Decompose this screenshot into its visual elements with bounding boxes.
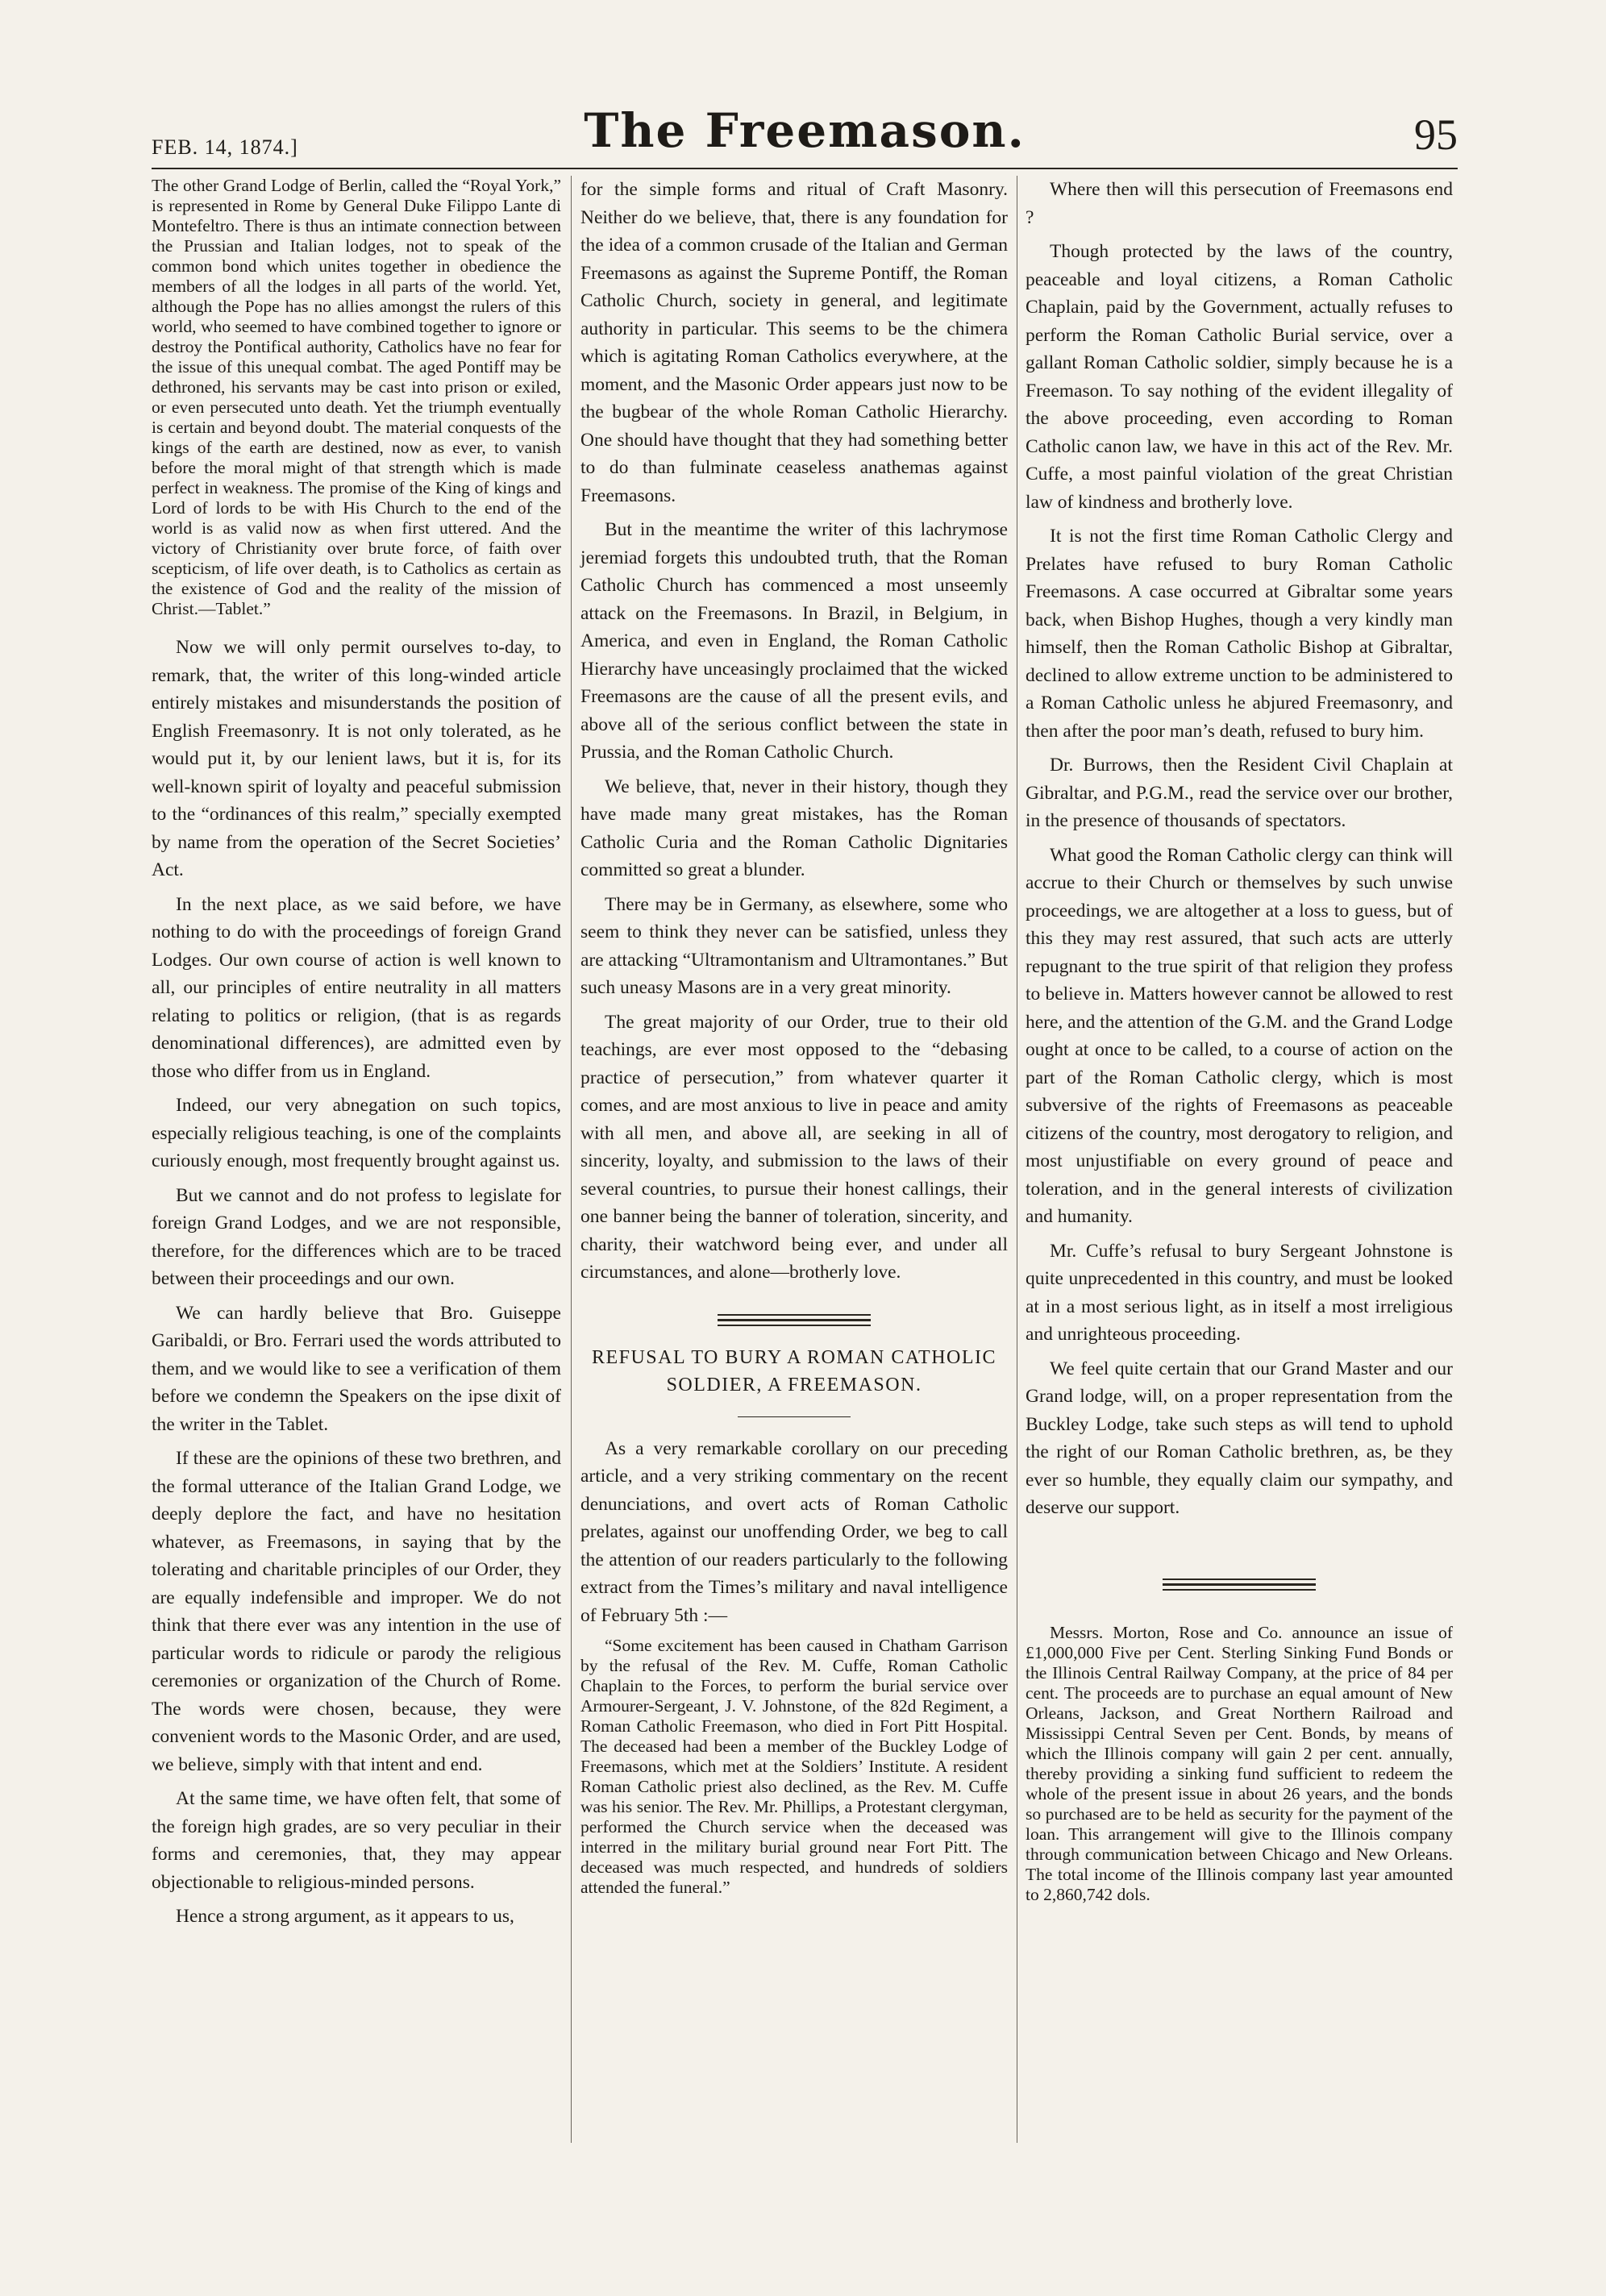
paragraph: But we cannot and do not profess to legislate for foreign Grand Lodges, and we are not responsible, therefore, for the differences which are to be traced between their proceedings and our own.	[152, 1184, 561, 1289]
paragraph: We can hardly believe that Bro. Guiseppe Garibaldi, or Bro. Ferrari used the words attributed to them, and we would like to see a verification of them before we condemn the Speakers on the ipse dixit of the writer in the Tablet.	[152, 1302, 561, 1435]
paragraph: Where then will this persecution of Freemasons end ?	[1026, 179, 1453, 228]
column-1	[152, 176, 561, 1931]
page-number: 95	[1414, 110, 1458, 159]
paragraph: Mr. Cuffe’s refusal to bury Sergeant Johnstone is quite unprecedented in this country, and must be looked at in a most serious light, as in itself a most irreligious and unrighteous proceeding.	[1026, 1240, 1453, 1345]
section-divider-ornament	[718, 1314, 871, 1326]
masthead-title: The Freemason.	[584, 103, 1026, 158]
column-3	[1026, 176, 1453, 1905]
paragraph: Though protected by the laws of the country, peaceable and loyal citizens, a Roman Catholic Chaplain, paid by the Government, actually refuses to perform the Roman Catholic Burial service, over a gallant Roman Catholic soldier, simply because he is a Freemason. To say nothing of the evident illegality of the above proceeding, even according to Roman Catholic canon law, we have in this act of the Rev. Mr. Cuffe, a most painful violation of the great Christian law of kindness and brotherly love.	[1026, 241, 1453, 513]
quoted-extract: “Some excitement has been caused in Chatham Garrison by the refusal of the Rev. M. Cuffe, Roman Catholic Chaplain to the Forces, to perform the burial service over Armourer-Sergeant, J. V. Johnstone, of the 82d Regiment, a Roman Catholic Freemason, who died in Fort Pitt Hospital. The deceased had been a member of the Buckley Lodge of Freemasons, which met at the Soldiers’ Institute. A resident Roman Catholic priest also declined, as the Rev. M. Cuffe was his senior. The Rev. Mr. Phillips, a Protestant clergyman, performed the Church service when the deceased was interred in the military burial ground near Fort Pitt. The deceased was much respected, and hundreds of soldiers attended the funeral.”	[580, 1636, 1008, 1897]
paragraph: We feel quite certain that our Grand Master and our Grand lodge, will, on a proper representation from the Buckley Lodge, take such steps as will tend to uphold the right of our Roman Catholic brethren, as, be they ever so humble, they equally claim our sympathy, and deserve our support.	[1026, 1358, 1453, 1518]
paragraph: It is not the first time Roman Catholic Clergy and Prelates have refused to bury Roman Catholic Freemasons. A case occurred at Gibraltar some years back, when Bishop Hughes, though a very kindly man himself, then the Roman Catholic Bishop at Gibraltar, declined to allow extreme unction to be administered to a Roman Catholic unless he abjured Freemasonry, and then after the poor man’s death, refused to bury him.	[1026, 526, 1453, 742]
paragraph: What good the Roman Catholic clergy can think will accrue to their Church or themselves by such unwise proceedings, we are altogether at a loss to guess, but of this they may rest assured, that such acts are utterly repugnant to the true spirit of that religion they profess to believe in. Matters however cannot be allowed to rest here, and the attention of the G.M. and the Grand Lodge ought at once to be called, to a course of action on the part of the Roman Catholic clergy, which is most subversive of the rights of Freemasons as peaceable citizens of the country, most derogatory to religion, and most unjustifiable on every ground of peace and toleration, and in the general interests of civilization and humanity.	[1026, 844, 1453, 1227]
paragraph: Indeed, our very abnegation on such topics, especially religious teaching, is one of the complaints curiously enough, most frequently brought against us.	[152, 1095, 561, 1171]
paragraph: At the same time, we have often felt, that some of the foreign high grades, are so very peculiar in their forms and ceremonies, that, they may appear objectionable to religious-minded persons.	[152, 1788, 561, 1893]
quoted-paragraph: The other Grand Lodge of Berlin, called the “Royal York,” is represented in Rome by General Duke Filippo Lante di Montefeltro. There is thus an intimate connection between the Prussian and Italian lodges, not to speak of the common bond which unites together in obedience the members of all the lodges in all parts of the world. Yet, although the Pope has no allies amongst the rulers of this world, who seemed to have combined together to ignore or destroy the Pontifical authority, Catholics have no fear for the issue of this unequal combat. The aged Pontiff may be dethroned, his servants may be cast into prison or exiled, or even persecuted unto death. Yet the triumph eventually is certain and beyond doubt. The material conquests of the kings of the earth are destined, now as ever, to vanish before the moral might of that strength which is made perfect in weakness. The promise of the King of kings and Lord of lords to be with His Church to the end of the world is as valid now as when first uttered. And the victory of Christianity over brute force, of faith over scepticism, of life over death, is to Catholics as certain as the existence of God and the reality of the mission of Christ.—Tablet.”	[152, 176, 561, 618]
paragraph: In the next place, as we said before, we have nothing to do with the proceedings of foreign Grand Lodges. Our own course of action is well known to all, our principles of entire neutrality in all matters relating to politics or religion, (that is as regards denominational differences), are admitted even by those who differ from us in England.	[152, 893, 561, 1082]
paragraph: But in the meantime the writer of this lachrymose jeremiad forgets this undoubted truth, that the Roman Catholic Church has commenced a most unseemly attack on the Freemasons. In Brazil, in Belgium, in America, and even in England, the Roman Catholic Hierarchy have unceasingly proclaimed that the wicked Freemasons are the cause of all the present evils, and above all of the serious conflict between the state in Prussia, and the Roman Catholic Church.	[580, 519, 1008, 763]
column-divider	[571, 176, 572, 2143]
paragraph: Now we will only permit ourselves to-day, to remark, that, the writer of this long-winded article entirely mistakes and misunderstands the position of English Freemasonry. It is not only tolerated, as he would put it, by our lenient laws, but it is, for its well-known spirit of loyalty and peaceful submission to the “ordinances of this realm,” specially exempted by name from the operation of the Secret Societies’ Act.	[152, 637, 561, 880]
header-rule	[152, 168, 1458, 169]
paragraph: We believe, that, never in their history, though they have made many great mistakes, has the Roman Catholic Curia and the Roman Catholic Dignitaries committed so great a blunder.	[580, 776, 1008, 880]
column-2	[580, 176, 1008, 1898]
section-divider-ornament	[1163, 1578, 1316, 1591]
paragraph: The great majority of our Order, true to their old teachings, are ever most opposed to the “debasing practice of persecution,” from whatever quarter it comes, and are most anxious to live in peace and amity with all men, and above all, are seeking in all of sincerity, loyalty, and submission to the laws of their several countries, to pursue their honest callings, their one banner being the banner of toleration, sincerity, and charity, their watchword being ever, and under all circumstances, and alone—brotherly love.	[580, 1011, 1008, 1283]
paragraph: If these are the opinions of these two brethren, and the formal utterance of the Italian Grand Lodge, we deeply deplore the fact, and have no hesitation whatever, as Freemasons, in saying that by the tolerating and charitable principles of our Order, they are equally indefensible and improper. We do not think that there ever was any intention in the use of particular words to ridicule or parody the religious ceremonies or organization of the Church of Rome. The words were chosen, because, they were convenient words to the Masonic Order, and are used, we believe, simply with that intent and end.	[152, 1448, 561, 1775]
headline-rule	[738, 1416, 851, 1417]
paragraph: As a very remarkable corollary on our preceding article, and a very striking commentary on the recent denunciations, and overt acts of Roman Catholic prelates, against our unoffending Order, we beg to call the attention of our readers particularly to the following extract from the Times’s military and naval intelligence of February 5th :—	[580, 1437, 1008, 1626]
paragraph: for the simple forms and ritual of Craft Masonry. Neither do we believe, that, there is any foundation for the idea of a common crusade of the Italian and German Freemasons as against the Supreme Pontiff, the Roman Catholic Church, society in general, and legitimate authority in particular. This seems to be the chimera which is agitating Roman Catholics everywhere, at the moment, and the Masonic Order appears just now to be the bugbear of the whole Roman Catholic Hierarchy. One should have thought that they had something better to do than fulminate ceaseless anathemas against Freemasons.	[580, 179, 1008, 506]
issue-date: FEB. 14, 1874.]	[152, 135, 298, 159]
paragraph: Dr. Burrows, then the Resident Civil Chaplain at Gibraltar, and P.G.M., read the service over our brother, in the presence of thousands of spectators.	[1026, 755, 1453, 831]
article-headline: REFUSAL TO BURY A ROMAN CATHOLIC SOLDIER, A FREEMASON.	[591, 1346, 997, 1395]
financial-notice: Messrs. Morton, Rose and Co. announce an issue of £1,000,000 Five per Cent. Sterling Sinking Fund Bonds or the Illinois Central Railway Company, at the price of 84 per cent. The proceeds are to purchase an equal amount of New Orleans, Jackson, and Great Northern Railroad and Mississippi Central Seven per Cent. Bonds, by means of which the Illinois company will gain 2 per cent. annually, thereby providing a sinking fund sufficient to redeem the whole of the present issue in about 26 years, and the bonds so purchased are to be held as security for the payment of the loan. This arrangement will give to the Illinois company through communication between Chicago and New Orleans. The total income of the Illinois company last year amounted to 2,860,742 dols.	[1026, 1622, 1453, 1904]
page-header	[152, 103, 1458, 168]
paragraph: There may be in Germany, as elsewhere, some who seem to think they never can be satisfied, unless they are attacking “Ultramontanism and Ultramontanes.” But such uneasy Masons are in a very great minority.	[580, 893, 1008, 998]
paragraph: Hence a strong argument, as it appears to us,	[176, 1906, 514, 1927]
